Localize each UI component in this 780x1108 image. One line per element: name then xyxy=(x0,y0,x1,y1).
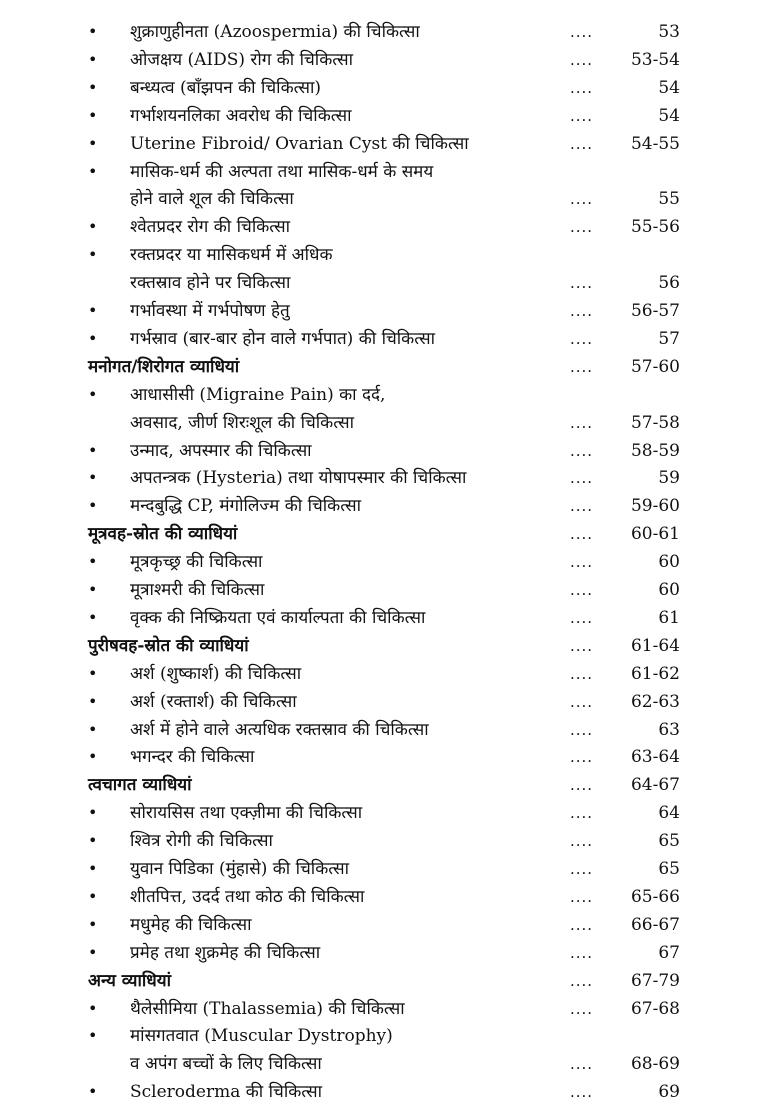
page-number: 65-66 xyxy=(630,886,680,907)
dot-leader: .... xyxy=(570,581,594,599)
entry-title: गर्भाशयनलिका अवरोध की चिकित्सा xyxy=(130,105,352,126)
bullet-icon: • xyxy=(88,1082,98,1102)
entry-title: गर्भावस्था में गर्भपोषण हेतु xyxy=(130,301,290,321)
entry-title: रक्तस्राव होने पर चिकित्सा xyxy=(130,273,291,294)
page-number: 61-64 xyxy=(630,635,680,656)
toc-section-heading xyxy=(0,771,780,799)
bullet-icon: • xyxy=(88,914,98,934)
toc-entry xyxy=(0,74,780,102)
page-number: 60 xyxy=(658,552,680,573)
page-number: 53 xyxy=(658,22,680,42)
bullet-icon: • xyxy=(88,49,98,69)
dot-leader: .... xyxy=(570,748,594,767)
bullet-icon: • xyxy=(88,607,98,627)
dot-leader: .... xyxy=(570,23,594,41)
bullet-icon: • xyxy=(88,803,98,823)
bullet-icon: • xyxy=(88,942,98,962)
section-title: अन्य व्याधियां xyxy=(88,970,171,991)
entry-title: प्रमेह तथा शुक्रमेह की चिकित्सा xyxy=(130,942,321,963)
toc-entry xyxy=(0,660,780,688)
toc-entry xyxy=(0,1078,780,1106)
bullet-icon: • xyxy=(88,831,98,851)
entry-title: शीतपित्त, उदर्द तथा कोठ की चिकित्सा xyxy=(130,886,365,907)
entry-title: श्वित्र रोगी की चिकित्सा xyxy=(130,831,273,852)
bullet-icon: • xyxy=(88,580,98,599)
dot-leader: .... xyxy=(570,832,594,851)
dot-leader: .... xyxy=(570,441,594,460)
toc-section-heading xyxy=(0,967,780,995)
bullet-icon: • xyxy=(88,161,98,181)
entry-title: Uterine Fibroid/ Ovarian Cyst की चिकित्सा xyxy=(130,133,469,154)
toc-entry xyxy=(0,46,780,74)
entry-title: होने वाले शूल की चिकित्सा xyxy=(130,189,294,210)
dot-leader: .... xyxy=(570,776,594,795)
page-number: 65 xyxy=(658,831,680,852)
page-number: 66-67 xyxy=(630,914,680,935)
dot-leader: .... xyxy=(570,329,594,348)
dot-leader: .... xyxy=(570,357,594,376)
toc-entry xyxy=(0,883,780,911)
toc-entry xyxy=(0,213,780,241)
page-number: 59-60 xyxy=(630,496,680,517)
dot-leader: .... xyxy=(570,553,594,572)
toc-entry xyxy=(0,1022,780,1050)
dot-leader: .... xyxy=(570,971,594,990)
page-number: 60 xyxy=(658,580,680,600)
section-title: पुरीषवह-स्रोत की व्याधियां xyxy=(88,635,249,656)
bullet-icon: • xyxy=(88,552,98,572)
page-number: 67-79 xyxy=(630,970,680,991)
entry-title: मधुमेह की चिकित्सा xyxy=(130,914,252,935)
entry-title: भगन्दर की चिकित्सा xyxy=(130,747,255,768)
dot-leader: .... xyxy=(570,218,594,237)
dot-leader: .... xyxy=(570,943,594,962)
dot-leader: .... xyxy=(570,50,594,69)
dot-leader: .... xyxy=(570,999,594,1018)
entry-title: मासिक-धर्म की अल्पता तथा मासिक-धर्म के समय xyxy=(130,161,434,182)
entry-title: अवसाद, जीर्ण शिरःशूल की चिकित्सा xyxy=(130,412,354,433)
toc-entry xyxy=(0,492,780,520)
toc-entry xyxy=(0,297,780,325)
page-number: 54 xyxy=(658,77,680,98)
dot-leader: .... xyxy=(570,664,594,683)
toc-section-heading xyxy=(0,632,780,660)
toc-entry xyxy=(0,827,780,855)
entry-title: अर्श (शुष्कार्श) की चिकित्सा xyxy=(130,663,302,684)
bullet-icon: • xyxy=(88,328,98,348)
toc-entry xyxy=(0,855,780,883)
toc-section-heading xyxy=(0,353,780,381)
page-number: 54 xyxy=(658,105,680,126)
page-number: 64 xyxy=(658,803,680,824)
page-number: 57-60 xyxy=(630,356,680,377)
bullet-icon: • xyxy=(88,663,98,683)
page-number: 57 xyxy=(658,328,680,349)
toc-entry xyxy=(0,269,780,297)
bullet-icon: • xyxy=(88,747,98,767)
entry-title: रक्तप्रदर या मासिकधर्म में अधिक xyxy=(130,245,333,266)
entry-title: अपतन्त्रक (Hysteria) तथा योषापस्मार की चिकित्सा xyxy=(130,468,467,489)
page-number: 57-58 xyxy=(630,412,680,433)
toc-entry xyxy=(0,604,780,632)
toc-entry xyxy=(0,409,780,437)
toc-entry xyxy=(0,799,780,827)
section-title: मनोगत/शिरोगत व्याधियां xyxy=(88,356,240,377)
bullet-icon: • xyxy=(88,245,98,265)
bullet-icon: • xyxy=(88,301,98,320)
toc-entry xyxy=(0,911,780,939)
page-number: 56 xyxy=(658,273,680,294)
entry-title: मांसगतवात (Muscular Dystrophy) xyxy=(130,1026,393,1047)
entry-title: आधासीसी (Migraine Pain) का दर्द, xyxy=(130,384,386,405)
dot-leader: .... xyxy=(570,106,594,125)
entry-title: थैलेसीमिया (Thalassemia) की चिकित्सा xyxy=(130,998,405,1019)
dot-leader: .... xyxy=(570,302,594,320)
page-number: 61 xyxy=(658,607,680,628)
entry-title: उन्माद, अपस्मार की चिकित्सा xyxy=(130,440,312,461)
page-number: 61-62 xyxy=(630,663,680,684)
dot-leader: .... xyxy=(570,860,594,878)
entry-title: वृक्क की निष्क्रियता एवं कार्याल्पता की चिकित्सा xyxy=(130,607,426,628)
entry-title: मूत्राश्मरी की चिकित्सा xyxy=(130,580,265,600)
entry-title: गर्भस्राव (बार-बार होन वाले गर्भपात) की चिकित्सा xyxy=(130,328,435,349)
bullet-icon: • xyxy=(88,859,98,878)
toc-entry xyxy=(0,716,780,744)
dot-leader: .... xyxy=(570,134,594,153)
toc-entry xyxy=(0,241,780,269)
bullet-icon: • xyxy=(88,496,98,516)
section-title: मूत्रवह-स्रोत की व्याधियां xyxy=(88,524,238,545)
bullet-icon: • xyxy=(88,1026,98,1046)
page-number: 60-61 xyxy=(630,524,680,545)
bullet-icon: • xyxy=(88,998,98,1018)
toc-entry xyxy=(0,381,780,409)
toc-entry xyxy=(0,939,780,967)
page-number: 67-68 xyxy=(630,998,680,1019)
toc-entry xyxy=(0,688,780,716)
toc-entry xyxy=(0,130,780,158)
bullet-icon: • xyxy=(88,719,98,739)
page-number: 58-59 xyxy=(630,440,680,461)
entry-title: मन्दबुद्धि CP, मंगोलिज्म की चिकित्सा xyxy=(130,496,361,517)
dot-leader: .... xyxy=(570,525,594,544)
toc-entry xyxy=(0,18,780,46)
entry-title: अर्श (रक्तार्श) की चिकित्सा xyxy=(130,691,297,712)
page-number: 53-54 xyxy=(630,49,680,70)
toc-entry xyxy=(0,995,780,1023)
dot-leader: .... xyxy=(570,720,594,739)
bullet-icon: • xyxy=(88,22,98,41)
bullet-icon: • xyxy=(88,886,98,906)
page-number: 63 xyxy=(658,719,680,740)
dot-leader: .... xyxy=(570,413,594,432)
page-number: 62-63 xyxy=(630,691,680,712)
page-number: 56-57 xyxy=(630,301,680,321)
bullet-icon: • xyxy=(88,440,98,460)
section-title: त्वचागत व्याधियां xyxy=(88,775,192,796)
bullet-icon: • xyxy=(88,468,98,488)
page-number: 67 xyxy=(658,942,680,963)
page-number: 65 xyxy=(658,859,680,879)
bullet-icon: • xyxy=(88,691,98,711)
entry-title: बन्ध्यत्व (बाँझपन की चिकित्सा) xyxy=(130,77,322,98)
bullet-icon: • xyxy=(88,133,98,153)
page-number: 55 xyxy=(658,189,680,210)
entry-title: श्वेतप्रदर रोग की चिकित्सा xyxy=(130,217,291,238)
dot-leader: .... xyxy=(570,274,594,293)
entry-title: शुक्राणुहीनता (Azoospermia) की चिकित्सा xyxy=(130,22,420,42)
entry-title: Scleroderma की चिकित्सा xyxy=(130,1082,323,1103)
dot-leader: .... xyxy=(570,636,594,655)
dot-leader: .... xyxy=(570,1083,594,1102)
bullet-icon: • xyxy=(88,384,98,404)
toc-section-heading xyxy=(0,520,780,548)
page-number: 69 xyxy=(658,1082,680,1103)
toc-entry xyxy=(0,437,780,465)
entry-title: मूत्रकृच्छ्र की चिकित्सा xyxy=(130,552,263,573)
toc-entry xyxy=(0,548,780,576)
toc-entry xyxy=(0,743,780,771)
page-number: 64-67 xyxy=(630,775,680,796)
dot-leader: .... xyxy=(570,804,594,823)
entry-title: व अपंग बच्चों के लिए चिकित्सा xyxy=(130,1054,322,1075)
bullet-icon: • xyxy=(88,77,98,97)
entry-title: ओजक्षय (AIDS) रोग की चिकित्सा xyxy=(130,49,354,70)
page-number: 63-64 xyxy=(630,747,680,768)
dot-leader: .... xyxy=(570,915,594,934)
entry-title: युवान पिडिका (मुंहासे) की चिकित्सा xyxy=(130,859,350,879)
page-number: 55-56 xyxy=(630,217,680,238)
bullet-icon: • xyxy=(88,217,98,237)
toc-entry xyxy=(0,1050,780,1078)
toc-entry xyxy=(0,102,780,130)
dot-leader: .... xyxy=(570,497,594,516)
toc-entry xyxy=(0,158,780,186)
toc-entry xyxy=(0,576,780,604)
toc-entry xyxy=(0,325,780,353)
dot-leader: .... xyxy=(570,887,594,906)
dot-leader: .... xyxy=(570,190,594,209)
dot-leader: .... xyxy=(570,692,594,711)
bullet-icon: • xyxy=(88,105,98,125)
page-number: 68-69 xyxy=(630,1054,680,1075)
dot-leader: .... xyxy=(570,608,594,627)
dot-leader: .... xyxy=(570,78,594,97)
dot-leader: .... xyxy=(570,1055,594,1074)
page-number: 54-55 xyxy=(630,133,680,154)
toc-entry xyxy=(0,185,780,213)
entry-title: सोरायसिस तथा एक्ज़ीमा की चिकित्सा xyxy=(130,803,363,824)
page-number: 59 xyxy=(658,468,680,489)
dot-leader: .... xyxy=(570,469,594,488)
entry-title: अर्श में होने वाले अत्यधिक रक्तस्राव की चिकित्सा xyxy=(130,719,429,740)
toc-entry xyxy=(0,464,780,492)
